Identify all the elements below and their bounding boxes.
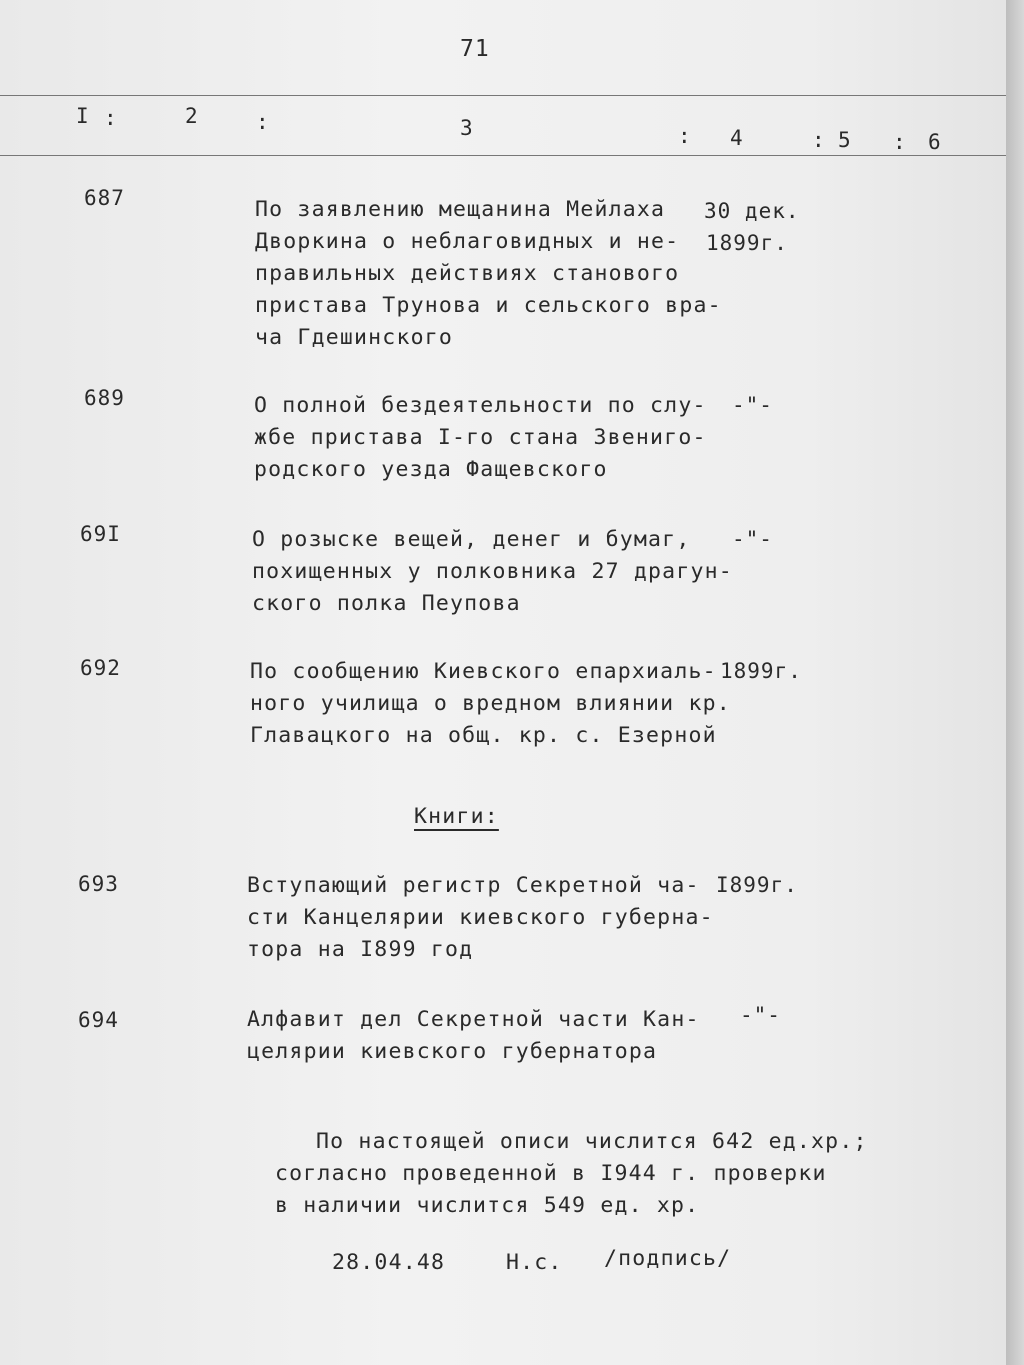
entry-date: I899г.: [716, 873, 798, 897]
entry-number: 693: [78, 872, 119, 896]
entry-number: 687: [84, 186, 125, 210]
entry-title-line: жбе пристава I-го стана Звениго-: [254, 425, 707, 450]
entry-title-line: О полной бездеятельности по слу-: [254, 393, 707, 418]
entry-title-line: По сообщению Киевского епархиаль-: [250, 659, 717, 684]
entry-number: 692: [80, 656, 121, 680]
footer-signature: /подпись/: [604, 1246, 732, 1271]
entry-title-line: пристава Трунова и сельского вра-: [255, 293, 722, 318]
entry-date: 1899г.: [720, 659, 802, 683]
summary-line: По настоящей описи числится 642 ед.хр.;: [316, 1129, 868, 1154]
header-rule-bottom: [0, 155, 1006, 156]
entry-title-line: ного училища о вредном влиянии кр.: [250, 691, 731, 716]
column-header-5: 5: [838, 128, 852, 152]
column-separator: :: [812, 128, 826, 152]
entry-date: 1899г.: [706, 231, 788, 255]
entry-title-line: родского уезда Фащевского: [254, 457, 608, 482]
books-heading: Книги:: [414, 804, 499, 829]
entry-title-line: ского полка Пеупова: [252, 591, 521, 616]
entry-title-line: сти Канцелярии киевского губерна-: [247, 905, 714, 930]
entry-title-line: тора на I899 год: [247, 937, 474, 962]
page-edge: [1006, 0, 1024, 1365]
entry-title-line: целярии киевского губернатора: [247, 1039, 658, 1064]
footer-initials: Н.с.: [506, 1250, 563, 1275]
entry-title-line: По заявлению мещанина Мейлаха: [255, 197, 666, 222]
column-header-4: 4: [730, 126, 744, 150]
entry-title-line: ча Гдешинского: [255, 325, 454, 350]
column-header-2: 2: [185, 104, 199, 128]
column-header-3: 3: [460, 116, 474, 140]
entry-title-line: Алфавит дел Секретной части Кан-: [247, 1007, 700, 1032]
column-separator: :: [256, 110, 270, 134]
column-separator: :: [678, 124, 692, 148]
entry-number: 694: [78, 1008, 119, 1032]
entry-date: -"-: [732, 527, 773, 551]
footer-date: 28.04.48: [332, 1250, 446, 1275]
entry-title-line: Дворкина о неблаговидных и не-: [255, 229, 680, 254]
page-number: 71: [460, 36, 490, 62]
entry-title-line: похищенных у полковника 27 драгун-: [252, 559, 733, 584]
column-header-6: 6: [928, 130, 942, 154]
entry-date: -"-: [732, 393, 773, 417]
column-header-1: I: [76, 104, 90, 128]
entry-title-line: правильных действиях станового: [255, 261, 680, 286]
entry-date: -"-: [740, 1003, 781, 1027]
header-rule-top: [0, 95, 1006, 96]
column-separator: :: [893, 130, 907, 154]
entry-number: 689: [84, 386, 125, 410]
entry-number: 69I: [80, 522, 121, 546]
entry-title-line: О розыске вещей, денег и бумаг,: [252, 527, 691, 552]
column-separator: :: [104, 106, 118, 130]
entry-title-line: Главацкого на общ. кр. с. Езерной: [250, 723, 717, 748]
entry-title-line: Вступающий регистр Секретной ча-: [247, 873, 700, 898]
summary-line: в наличии числится 549 ед. хр.: [275, 1193, 700, 1218]
entry-date: 30 дек.: [704, 199, 800, 223]
summary-line: согласно проведенной в I944 г. проверки: [275, 1161, 827, 1186]
